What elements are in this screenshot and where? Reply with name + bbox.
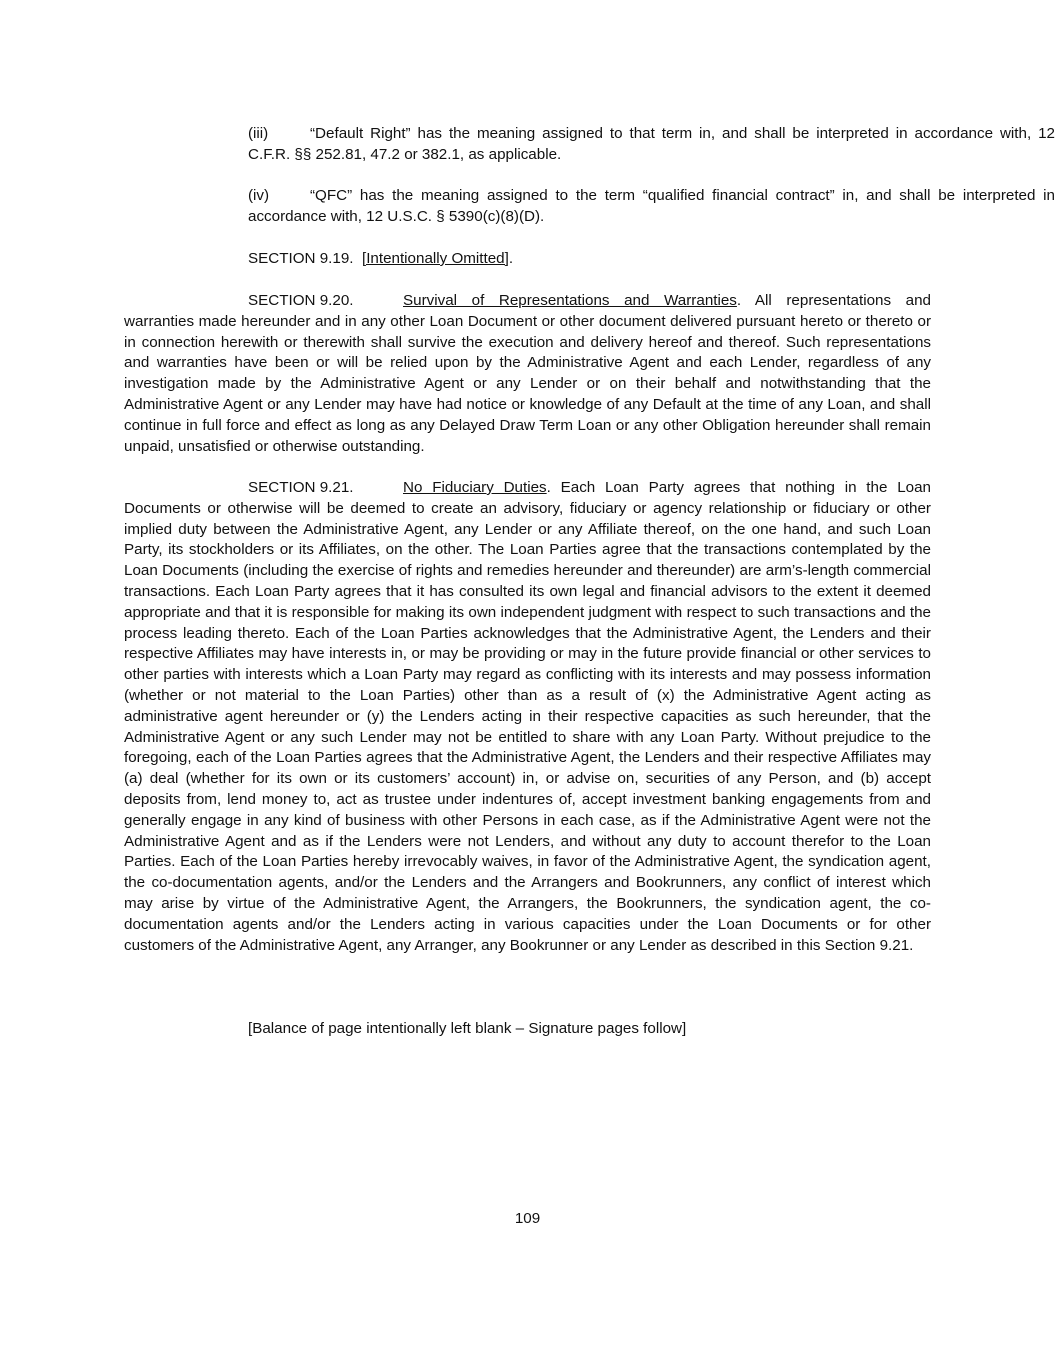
definition-qfc <box>124 186 1055 228</box>
definition-text: “Default Right” has the meaning assigned to that term in, and shall be interpreted in accordance with, 12 C.F.R. §§ 252.81, 47.2 or 382.1, as applicable. <box>248 125 1055 163</box>
page-number: 109 <box>514 1210 541 1227</box>
definition-marker: (iv) <box>248 187 270 204</box>
section-title-suffix: . <box>508 250 514 267</box>
section-9-19 <box>124 249 1055 270</box>
balance-of-page-note: [Balance of page intentionally left blank – Signature pages follow] <box>248 1020 687 1037</box>
section-9-21 <box>124 478 931 956</box>
section-title: Survival of Representations and Warranties <box>403 292 737 309</box>
definition-text: “QFC” has the meaning assigned to the term “qualified financial contract” in, and shall be interpreted in accordance with, 12 U.S.C. § 5390(c)(8)(D). <box>248 187 1055 225</box>
section-9-20 <box>124 291 931 457</box>
section-title: No Fiduciary Duties <box>403 479 547 496</box>
section-body: . All representations and warranties made hereunder and in any other Loan Document or other document delivered pursuant hereto or thereto or in connection herewith or therewith shall survive the execution and delivery hereof and thereof. Such representations and warranties have been or will be relied upon by the Administrative Agent and each Lender, regardless of any investigation made by the Administrative Agent or any Lender or on their behalf and notwithstanding that the Administrative Agent or any Lender may have had notice or knowledge of any Default at the time of any Loan, and shall continue in full force and effect as long as any Delayed Draw Term Loan or any other Obligation hereunder shall remain unpaid, unsatisfied or otherwise outstanding. <box>124 292 932 455</box>
definition-default-right <box>124 124 1055 166</box>
section-number: SECTION 9.20. <box>248 292 354 309</box>
section-title: [Intentionally Omitted] <box>361 250 509 267</box>
section-number: SECTION 9.21. <box>248 479 354 496</box>
definition-marker: (iii) <box>248 125 269 142</box>
section-body: . Each Loan Party agrees that nothing in the Loan Documents or otherwise will be deemed to create an advisory, fiduciary or agency relationship or fiduciary or other implied duty between the Administrative Agent, any Lender or any Affiliate thereof, on the one hand, and such Loan Party, its stockholders or its Affiliates, on the other. The Loan Parties agree that the transactions contemplated by the Loan Documents (including the exercise of rights and remedies hereunder and thereunder) are arm’s-length commercial transactions. Each Loan Party agrees that it has consulted its own legal and financial advisors to the extent it deemed appropriate and that it is responsible for making its own independent judgment with respect to such transactions and the process leading thereto. Each of the Loan Parties acknowledges that the Administrative Agent, the Lenders and their respective Affiliates may have interests in, or may be providing or may in the future provide financial or other services to other parties with interests which a Loan Party may regard as conflicting with its interests and may possess information (whether or not material to the Loan Parties) other than as a result of (x) the Administrative Agent acting as administrative agent hereunder or (y) the Lenders acting in their respective capacities as such hereunder, that the Administrative Agent or any such Lender may not be entitled to share with any Loan Party. Without prejudice to the foregoing, each of the Loan Parties agrees that the Administrative Agent, the Lenders and their respective Affiliates may (a) deal (whether for its own or its customers’ account) in, or advise on, securities of any Person, and (b) accept deposits from, lend money to, act as trustee under indentures of, accept investment banking engagements from and generally engage in any kind of business with other Persons in each case, as if the Administrative Agent were not the Administrative Agent and as if the Lenders were not Lenders, and without any duty to account therefor to the Loan Parties. Each of the Loan Parties hereby irrevocably waives, in favor of the Administrative Agent, the syndication agent, the co-documentation agents, and/or the Lenders and the Arrangers and Bookrunners, any conflict of interest which may arise by virtue of the Administrative Agent, the Arrangers, the Bookrunners, the syndication agent, the co-documentation agents and/or the Lenders acting in various capacities under the Loan Documents or for other customers of the Administrative Agent, any Arranger, any Bookrunner or any Lender as described in this Section 9.21. <box>124 479 931 954</box>
section-number: SECTION 9.19. <box>248 250 354 267</box>
